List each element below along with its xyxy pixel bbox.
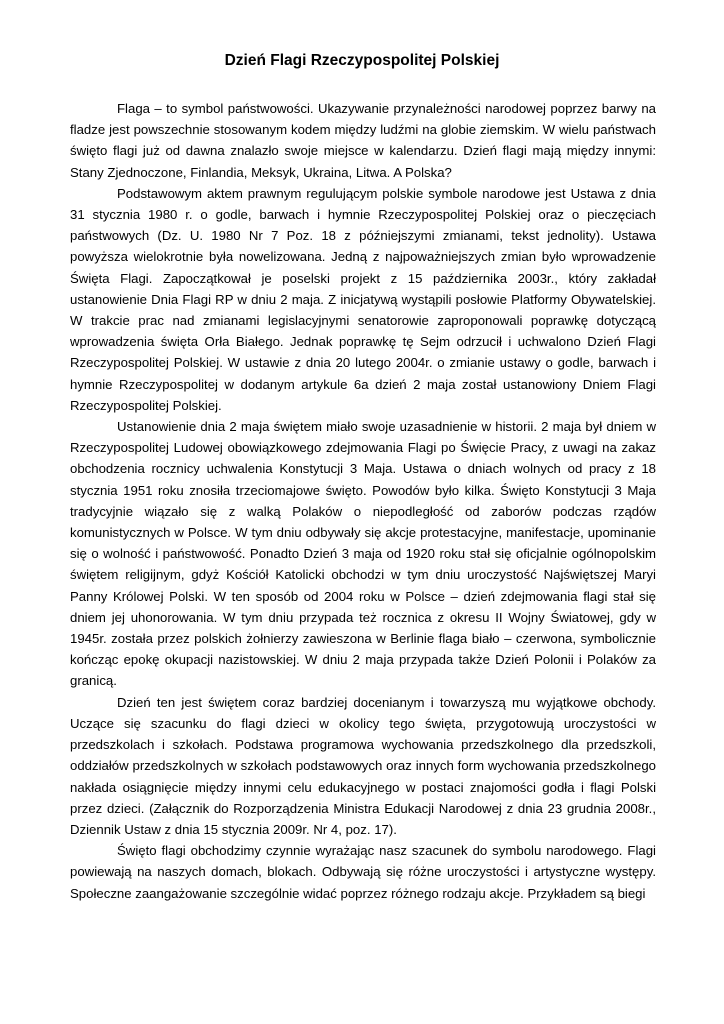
paragraph-celebrations: Dzień ten jest świętem coraz bardziej docenianym i towarzyszą mu wyjątkowe obchody. Uczące się szacunku do flagi dzieci w okolicy tego święta, przygotowują uroczystości w przedszkolach i szkołach. Podstawa programowa wychowania przedszkolnego dla przedszkoli, oddziałów przedszkolnych w szkołach podstawowych oraz innych form wychowania przedszkolnego nakłada osiągnięcie między innymi celu edukacyjnego w postaci znajomości godła i flagi Polski przez dzieci. (Załącznik do Rozporządzenia Ministra Edukacji Narodowej z dnia 23 grudnia 2008r., Dziennik Ustaw z dnia 15 stycznia 2009r. Nr 4, poz. 17). <box>70 694 656 837</box>
paragraph-intro: Flaga – to symbol państwowości. Ukazywanie przynależności narodowej poprzez barwy na fladze jest powszechnie stosowanym kodem między ludźmi na globie ziemskim. W wielu państwach święto flagi już od dawna znalazło swoje miejsce w kalendarzu. Dzień flagi mają między innymi: Stany Zjednoczone, Finlandia, Meksyk, Ukraina, Litwa. A Polska? <box>70 101 656 180</box>
paragraph-legal-basis: Podstawowym aktem prawnym regulującym polskie symbole narodowe jest Ustawa z dnia 31 stycznia 1980 r. o godle, barwach i hymnie Rzeczypospolitej Polskiej oraz o pieczęciach państwowych (Dz. U. 1980 Nr 7 Poz. 18 z późniejszymi zmianami, tekst jednolity). Ustawa powyższa wielokrotnie była nowelizowana. Jedną z najpoważniejszych zmian było wprowadzenie Święta Flagi. Zapoczątkował je poselski projekt z 15 października 2003r., który zakładał ustanowienie Dnia Flagi RP w dniu 2 maja. Z inicjatywą wystąpili posłowie Platformy Obywatelskiej. W trakcie prac nad zmianami legislacyjnymi senatorowie zaproponowali poprawkę dotyczącą wprowadzenia święta Orła Białego. Jednak poprawkę tę Sejm odrzucił i uchwalono Dzień Flagi Rzeczypospolitej Polskiej. W ustawie z dnia 20 lutego 2004r. o zmianie ustawy o godle, barwach i hymnie Rzeczypospolitej w dodanym artykule 6a dzień 2 maja został ustanowiony Dniem Flagi Rzeczypospolitej Polskiej. <box>70 185 656 413</box>
paragraph-history: Ustanowienie dnia 2 maja świętem miało swoje uzasadnienie w historii. 2 maja był dniem w Rzeczypospolitej Ludowej obowiązkowego zdejmowania Flagi po Święcie Pracy, z uwagi na zakaz obchodzenia rocznicy uchwalenia Konstytucji 3 Maja. Ustawa o dniach wolnych od pracy z 18 stycznia 1951 roku znosiła trzeciomajowe święto. Powodów było kilka. Święto Konstytucji 3 Maja tradycyjnie wiązało się z walką Polaków o niepodległość od zaborów podczas rządów komunistycznych w Polsce. W tym dniu odbywały się akcje protestacyjne, manifestacje, upominanie się o wolność i państwowość. Ponadto Dzień 3 maja od 1920 roku stał się oficjalnie ogólnopolskim świętem religijnym, gdyż Kościół Katolicki obchodzi w tym dniu uroczystość Najświętszej Maryi Panny Królowej Polski. W ten sposób od 2004 roku w Polsce – dzień zdejmowania flagi stał się dniem jej uhonorowania. W tym dniu przypada też rocznica z okresu II Wojny Światowej, gdy w 1945r. została przez polskich żołnierzy zawieszona w Berlinie flaga biało – czerwona, symbolicznie kończąc epokę okupacji nazistowskiej. W dniu 2 maja przypada także Dzień Polonii i Polaków za granicą. <box>70 419 656 689</box>
page-title: Dzień Flagi Rzeczypospolitej Polskiej <box>224 52 500 69</box>
paragraph-observance: Święto flagi obchodzimy czynnie wyrażając nasz szacunek do symbolu narodowego. Flagi powiewają na naszych domach, blokach. Odbywają się różne uroczystości i artystyczne występy. Społeczne zaangażowanie szczególnie widać poprzez różnego rodzaju akcje. Przykładem są biegi <box>70 843 656 901</box>
document-body <box>70 98 656 904</box>
